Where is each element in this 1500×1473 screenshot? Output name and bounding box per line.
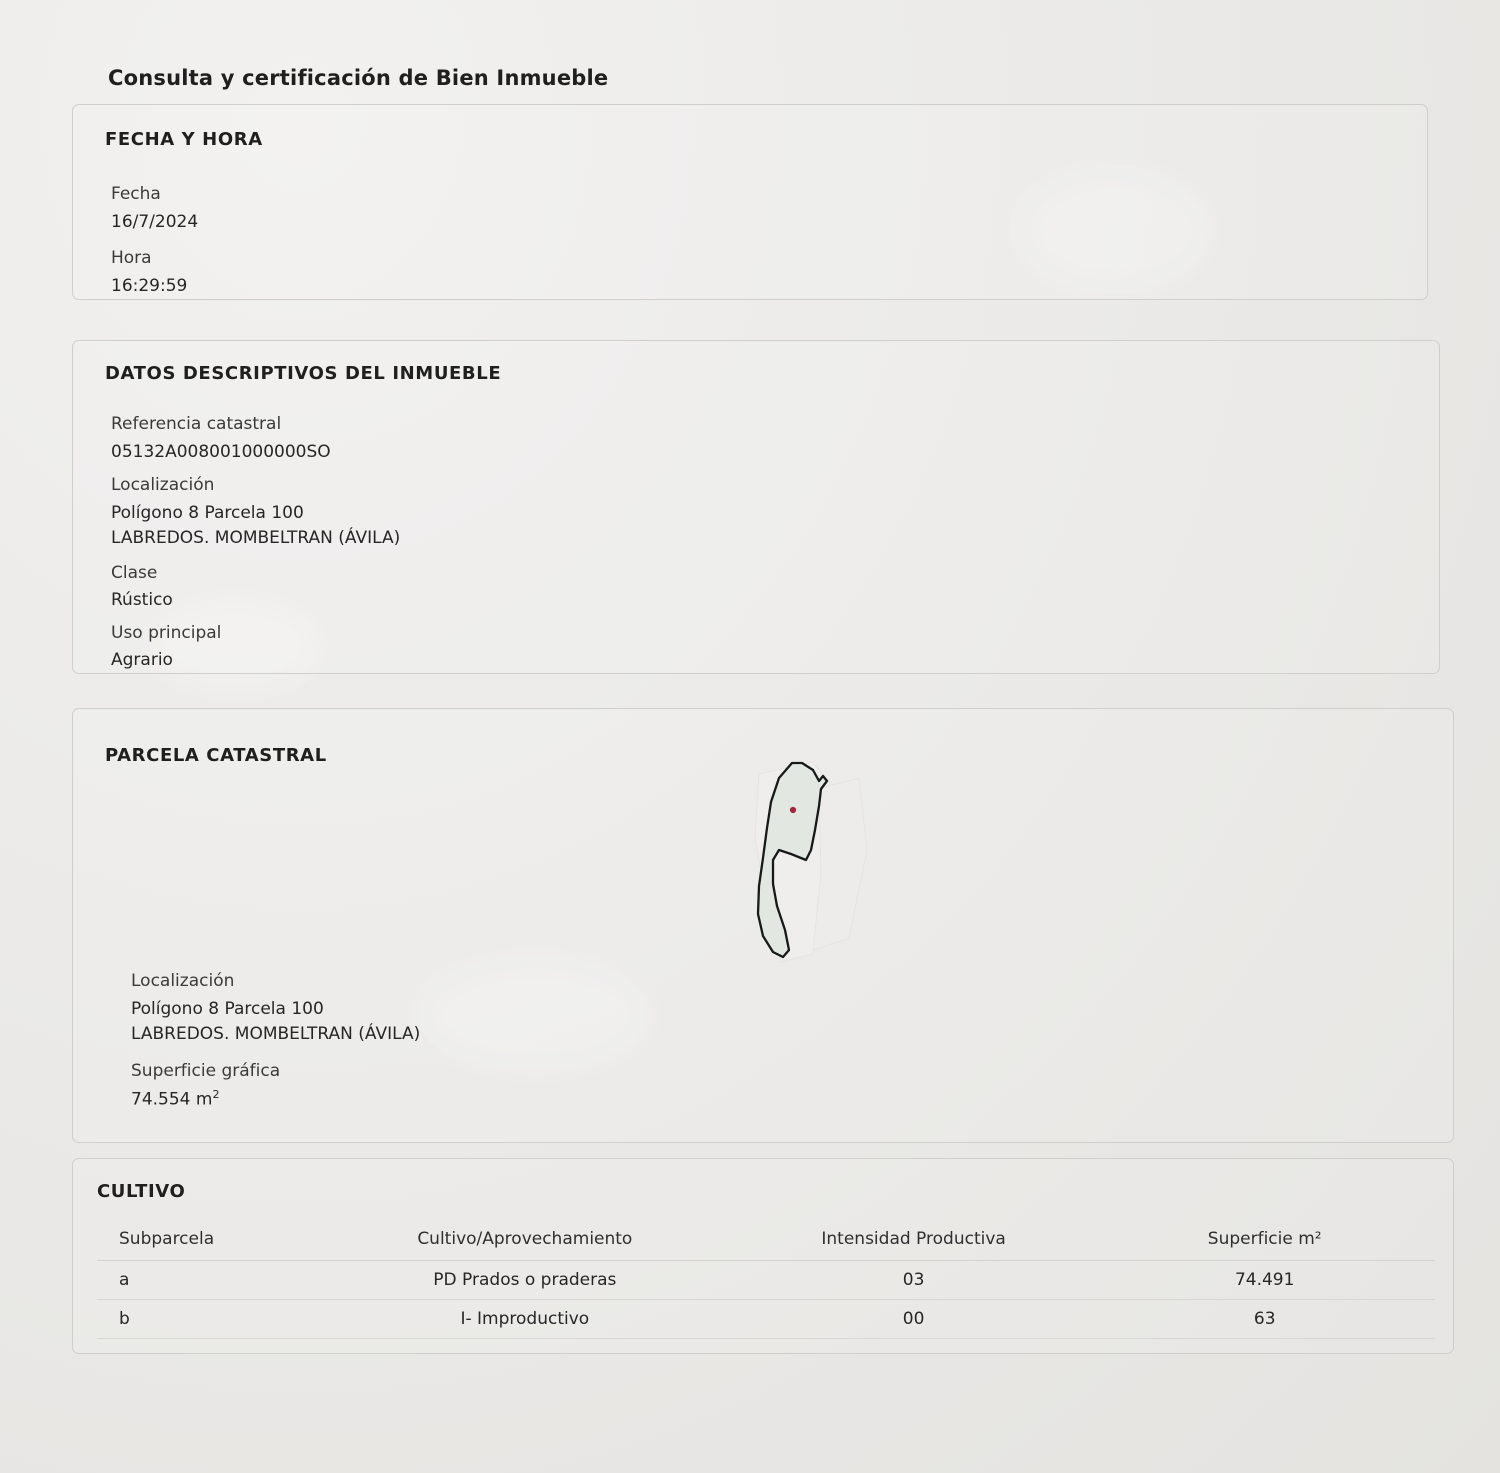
cell-superficie: 63 bbox=[1094, 1300, 1435, 1339]
section-fecha-y-hora bbox=[72, 104, 1428, 300]
page-title: Consulta y certificación de Bien Inmueble bbox=[108, 66, 609, 90]
superficie-exponent: 2 bbox=[212, 1088, 220, 1101]
column-header-subparcela: Subparcela bbox=[97, 1221, 317, 1261]
label-localizacion-parcela: Localización bbox=[131, 971, 235, 991]
value-localizacion-inmueble-line1: Polígono 8 Parcela 100 bbox=[111, 503, 304, 523]
label-fecha: Fecha bbox=[111, 184, 161, 204]
cell-subparcela: a bbox=[97, 1261, 317, 1300]
label-referencia-catastral: Referencia catastral bbox=[111, 414, 282, 434]
label-clase: Clase bbox=[111, 563, 158, 583]
label-superficie-grafica: Superficie gráfica bbox=[131, 1061, 281, 1081]
section-title-fecha-y-hora: FECHA Y HORA bbox=[105, 129, 263, 150]
value-uso-principal: Agrario bbox=[111, 650, 173, 670]
section-title-parcela-catastral: PARCELA CATASTRAL bbox=[105, 745, 327, 766]
section-cultivo bbox=[72, 1158, 1454, 1354]
section-datos-descriptivos bbox=[72, 340, 1440, 674]
superficie-number: 74.554 m bbox=[131, 1089, 213, 1110]
label-uso-principal: Uso principal bbox=[111, 623, 222, 643]
cell-intensidad: 03 bbox=[733, 1261, 1095, 1300]
column-header-cultivo: Cultivo/Aprovechamiento bbox=[317, 1221, 733, 1261]
table-row bbox=[97, 1261, 1435, 1300]
label-hora: Hora bbox=[111, 248, 152, 268]
cell-intensidad: 00 bbox=[733, 1300, 1095, 1339]
table-header-row bbox=[97, 1221, 1435, 1261]
column-header-superficie: Superficie m² bbox=[1094, 1221, 1435, 1261]
value-localizacion-parcela-line2: LABREDOS. MOMBELTRAN (ÁVILA) bbox=[131, 1024, 421, 1044]
value-hora: 16:29:59 bbox=[111, 276, 188, 296]
value-superficie-grafica bbox=[131, 1088, 219, 1110]
value-fecha: 16/7/2024 bbox=[111, 212, 199, 232]
cell-cultivo: I- Improductivo bbox=[317, 1300, 733, 1339]
value-referencia-catastral: 05132A008001000000SO bbox=[111, 442, 331, 462]
cell-cultivo: PD Prados o praderas bbox=[317, 1261, 733, 1300]
neighbor-parcel-right bbox=[813, 778, 867, 950]
parcel-map bbox=[663, 754, 963, 984]
section-parcela-catastral bbox=[72, 708, 1454, 1143]
value-localizacion-parcela-line1: Polígono 8 Parcela 100 bbox=[131, 999, 324, 1019]
parcel-centroid-marker bbox=[790, 807, 796, 813]
column-header-intensidad: Intensidad Productiva bbox=[733, 1221, 1095, 1261]
cell-superficie: 74.491 bbox=[1094, 1261, 1435, 1300]
value-localizacion-inmueble-line2: LABREDOS. MOMBELTRAN (ÁVILA) bbox=[111, 528, 401, 548]
cultivo-table bbox=[97, 1221, 1435, 1339]
value-clase: Rústico bbox=[111, 590, 173, 610]
table-row bbox=[97, 1300, 1435, 1339]
section-title-cultivo: CULTIVO bbox=[97, 1181, 186, 1202]
cell-subparcela: b bbox=[97, 1300, 317, 1339]
section-title-datos-descriptivos: DATOS DESCRIPTIVOS DEL INMUEBLE bbox=[105, 363, 502, 384]
label-localizacion-inmueble: Localización bbox=[111, 475, 215, 495]
